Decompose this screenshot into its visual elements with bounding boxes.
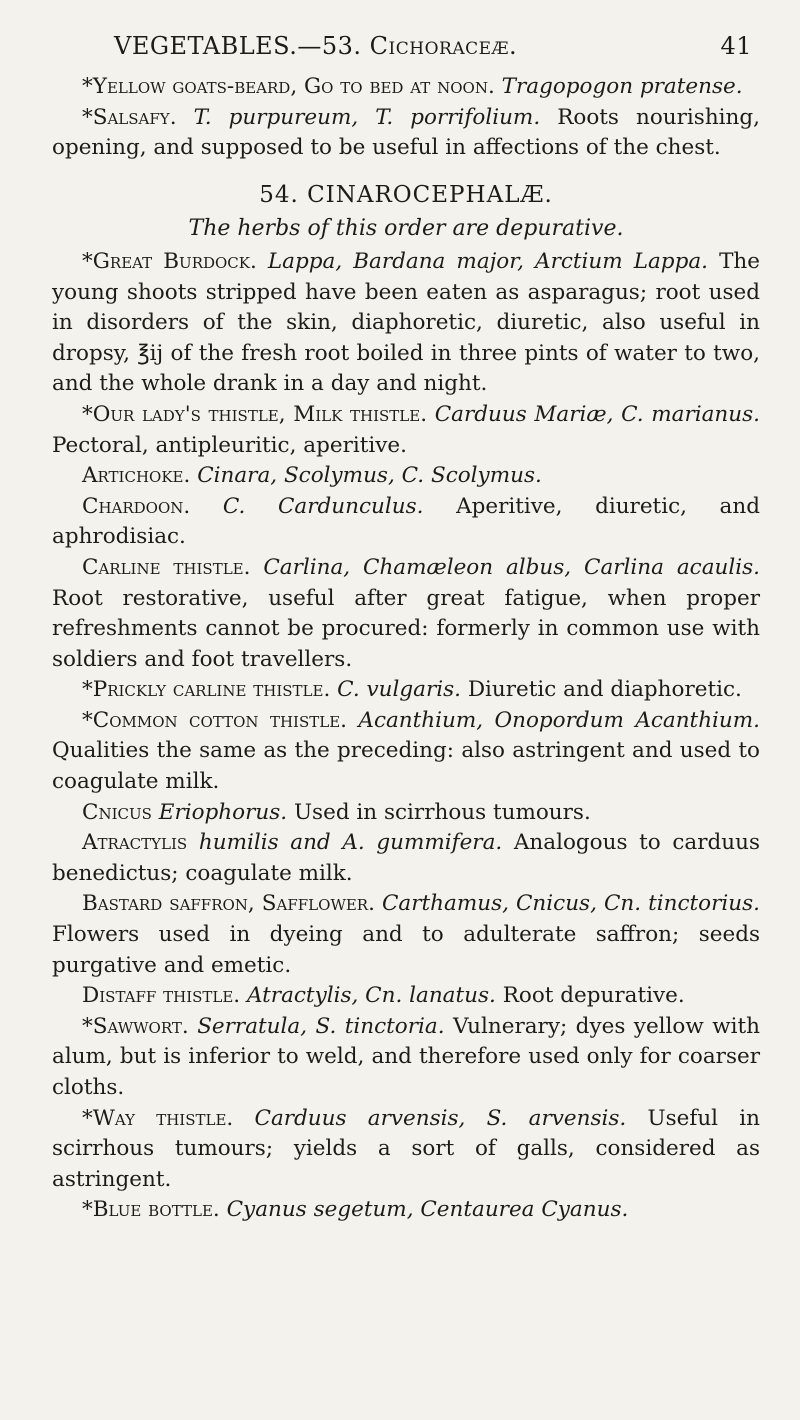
entry-way-thistle	[52, 1104, 760, 1196]
entry-latin-name: humilis and A. gummifera.	[198, 830, 503, 856]
order-subtitle: The herbs of this order are depurative.	[188, 216, 624, 242]
entry-description: Roots nourishing, opening, and supposed to be useful in affections of the chest.	[52, 104, 760, 161]
entry-latin-name: T. purpureum, T. porrifolium.	[193, 104, 541, 130]
entry-latin-name: C. vulgaris.	[337, 677, 461, 703]
entry-description: Qualities the same as the preceding: also astringent and used to coagulate milk.	[52, 738, 760, 795]
entry-latin-name: Lappa, Bardana major, Arctium Lappa.	[267, 248, 708, 274]
entry-latin-name: Carthamus, Cnicus, Cn. tinctorius.	[381, 891, 760, 917]
order-heading: 54. CINAROCEPHALÆ.	[259, 181, 553, 208]
page-number: 41	[720, 32, 752, 60]
entry-cnicus	[52, 798, 760, 829]
entry-common-name: Distaff thistle.	[82, 983, 241, 1009]
entry-latin-name: C. Cardunculus.	[222, 493, 424, 519]
entry-yellow-goats-beard	[52, 72, 760, 103]
entry-description: Vulnerary; dyes yellow with alum, but is inferior to weld, and therefore used only for coarser cloths.	[52, 1013, 760, 1100]
entry-description: Flowers used in dyeing and to adulterate saffron; seeds purgative and emetic.	[52, 922, 760, 978]
entry-latin-name: Atractylis, Cn. lanatus.	[247, 983, 496, 1009]
entry-common-name: *Sawwort.	[82, 1013, 189, 1039]
entry-description: Diuretic and diaphoretic.	[467, 677, 742, 703]
entry-description: Pectoral, antipleuritic, aperitive.	[52, 432, 407, 458]
entry-carline-thistle	[52, 553, 760, 675]
entry-common-name: Cnicus	[82, 799, 152, 825]
entry-description: Useful in scirrhous tumours; yields a sort of galls, considered as astringent.	[52, 1105, 761, 1192]
entry-common-name: Bastard saffron, Safflower.	[82, 891, 375, 917]
entry-common-name: Carline thistle.	[82, 554, 251, 580]
entry-common-cotton-thistle	[52, 706, 760, 798]
entry-salsafy	[52, 103, 760, 164]
entry-common-name: *Great Burdock.	[82, 248, 257, 274]
entry-chardoon	[52, 492, 760, 553]
entry-common-name: *Common cotton thistle.	[82, 707, 347, 733]
entry-common-name: Chardoon.	[82, 493, 191, 519]
entry-latin-name: Carduus Mariæ, C. marianus.	[434, 401, 760, 427]
entry-common-name: *Yellow goats-beard, Go to bed at noon.	[82, 74, 495, 99]
entry-artichoke	[52, 461, 760, 492]
entry-latin-name: Carduus arvensis, S. arvensis.	[254, 1105, 627, 1131]
entry-common-name: *Our lady's thistle, Milk thistle.	[82, 401, 428, 427]
entry-description: Aperitive, diuretic, and aphrodisiac.	[52, 493, 760, 550]
entry-latin-name: Serratula, S. tinctoria.	[197, 1013, 445, 1039]
running-head-title: VEGETABLES.—53. Cichoraceæ.	[114, 32, 518, 60]
entry-blue-bottle	[52, 1195, 760, 1226]
entry-description: Root restorative, useful after great fatigue, when proper refreshments cannot be procured: formerly in common use with soldiers and foot travellers.	[52, 585, 760, 672]
entry-latin-name: Tragopogon pratense.	[501, 74, 743, 99]
entry-latin-name: Carlina, Chamæleon albus, Carlina acaulis.	[263, 554, 760, 580]
entry-latin-name: Eriophorus.	[158, 799, 288, 825]
entry-latin-name: Cinara, Scolymus, C. Scolymus.	[197, 463, 542, 489]
entry-common-name: *Way thistle.	[82, 1105, 234, 1131]
entry-bastard-saffron	[52, 889, 760, 981]
entry-common-name: Artichoke.	[82, 463, 191, 489]
page-text	[52, 72, 760, 1226]
entry-description: Analogous to carduus benedictus; coagulate milk.	[52, 830, 760, 886]
entry-common-name: *Blue bottle.	[82, 1197, 220, 1223]
entry-distaff-thistle	[52, 981, 760, 1012]
entry-common-name: *Prickly carline thistle.	[82, 677, 331, 703]
entry-latin-name: Acanthium, Onopordum Acanthium.	[358, 707, 760, 733]
entry-common-name: *Salsafy.	[82, 104, 177, 130]
entry-latin-name: Cyanus segetum, Centaurea Cyanus.	[226, 1197, 629, 1223]
entry-atractylis	[52, 828, 760, 889]
running-head	[52, 20, 760, 72]
entry-common-name: Atractylis	[82, 830, 188, 856]
entry-milk-thistle	[52, 400, 760, 461]
entry-description: Used in scirrhous tumours.	[293, 799, 591, 825]
entry-description: The young shoots stripped have been eaten as asparagus; root used in disorders of the skin, diaphoretic, diuretic, also useful in dropsy, ℥ij of the fresh root boiled in three pints of water to two, and the whole drank in a day and night.	[52, 248, 760, 397]
entry-great-burdock	[52, 247, 760, 400]
entry-prickly-carline-thistle	[52, 675, 760, 706]
entry-description: Root depurative.	[502, 983, 685, 1009]
entry-sawwort	[52, 1012, 760, 1104]
